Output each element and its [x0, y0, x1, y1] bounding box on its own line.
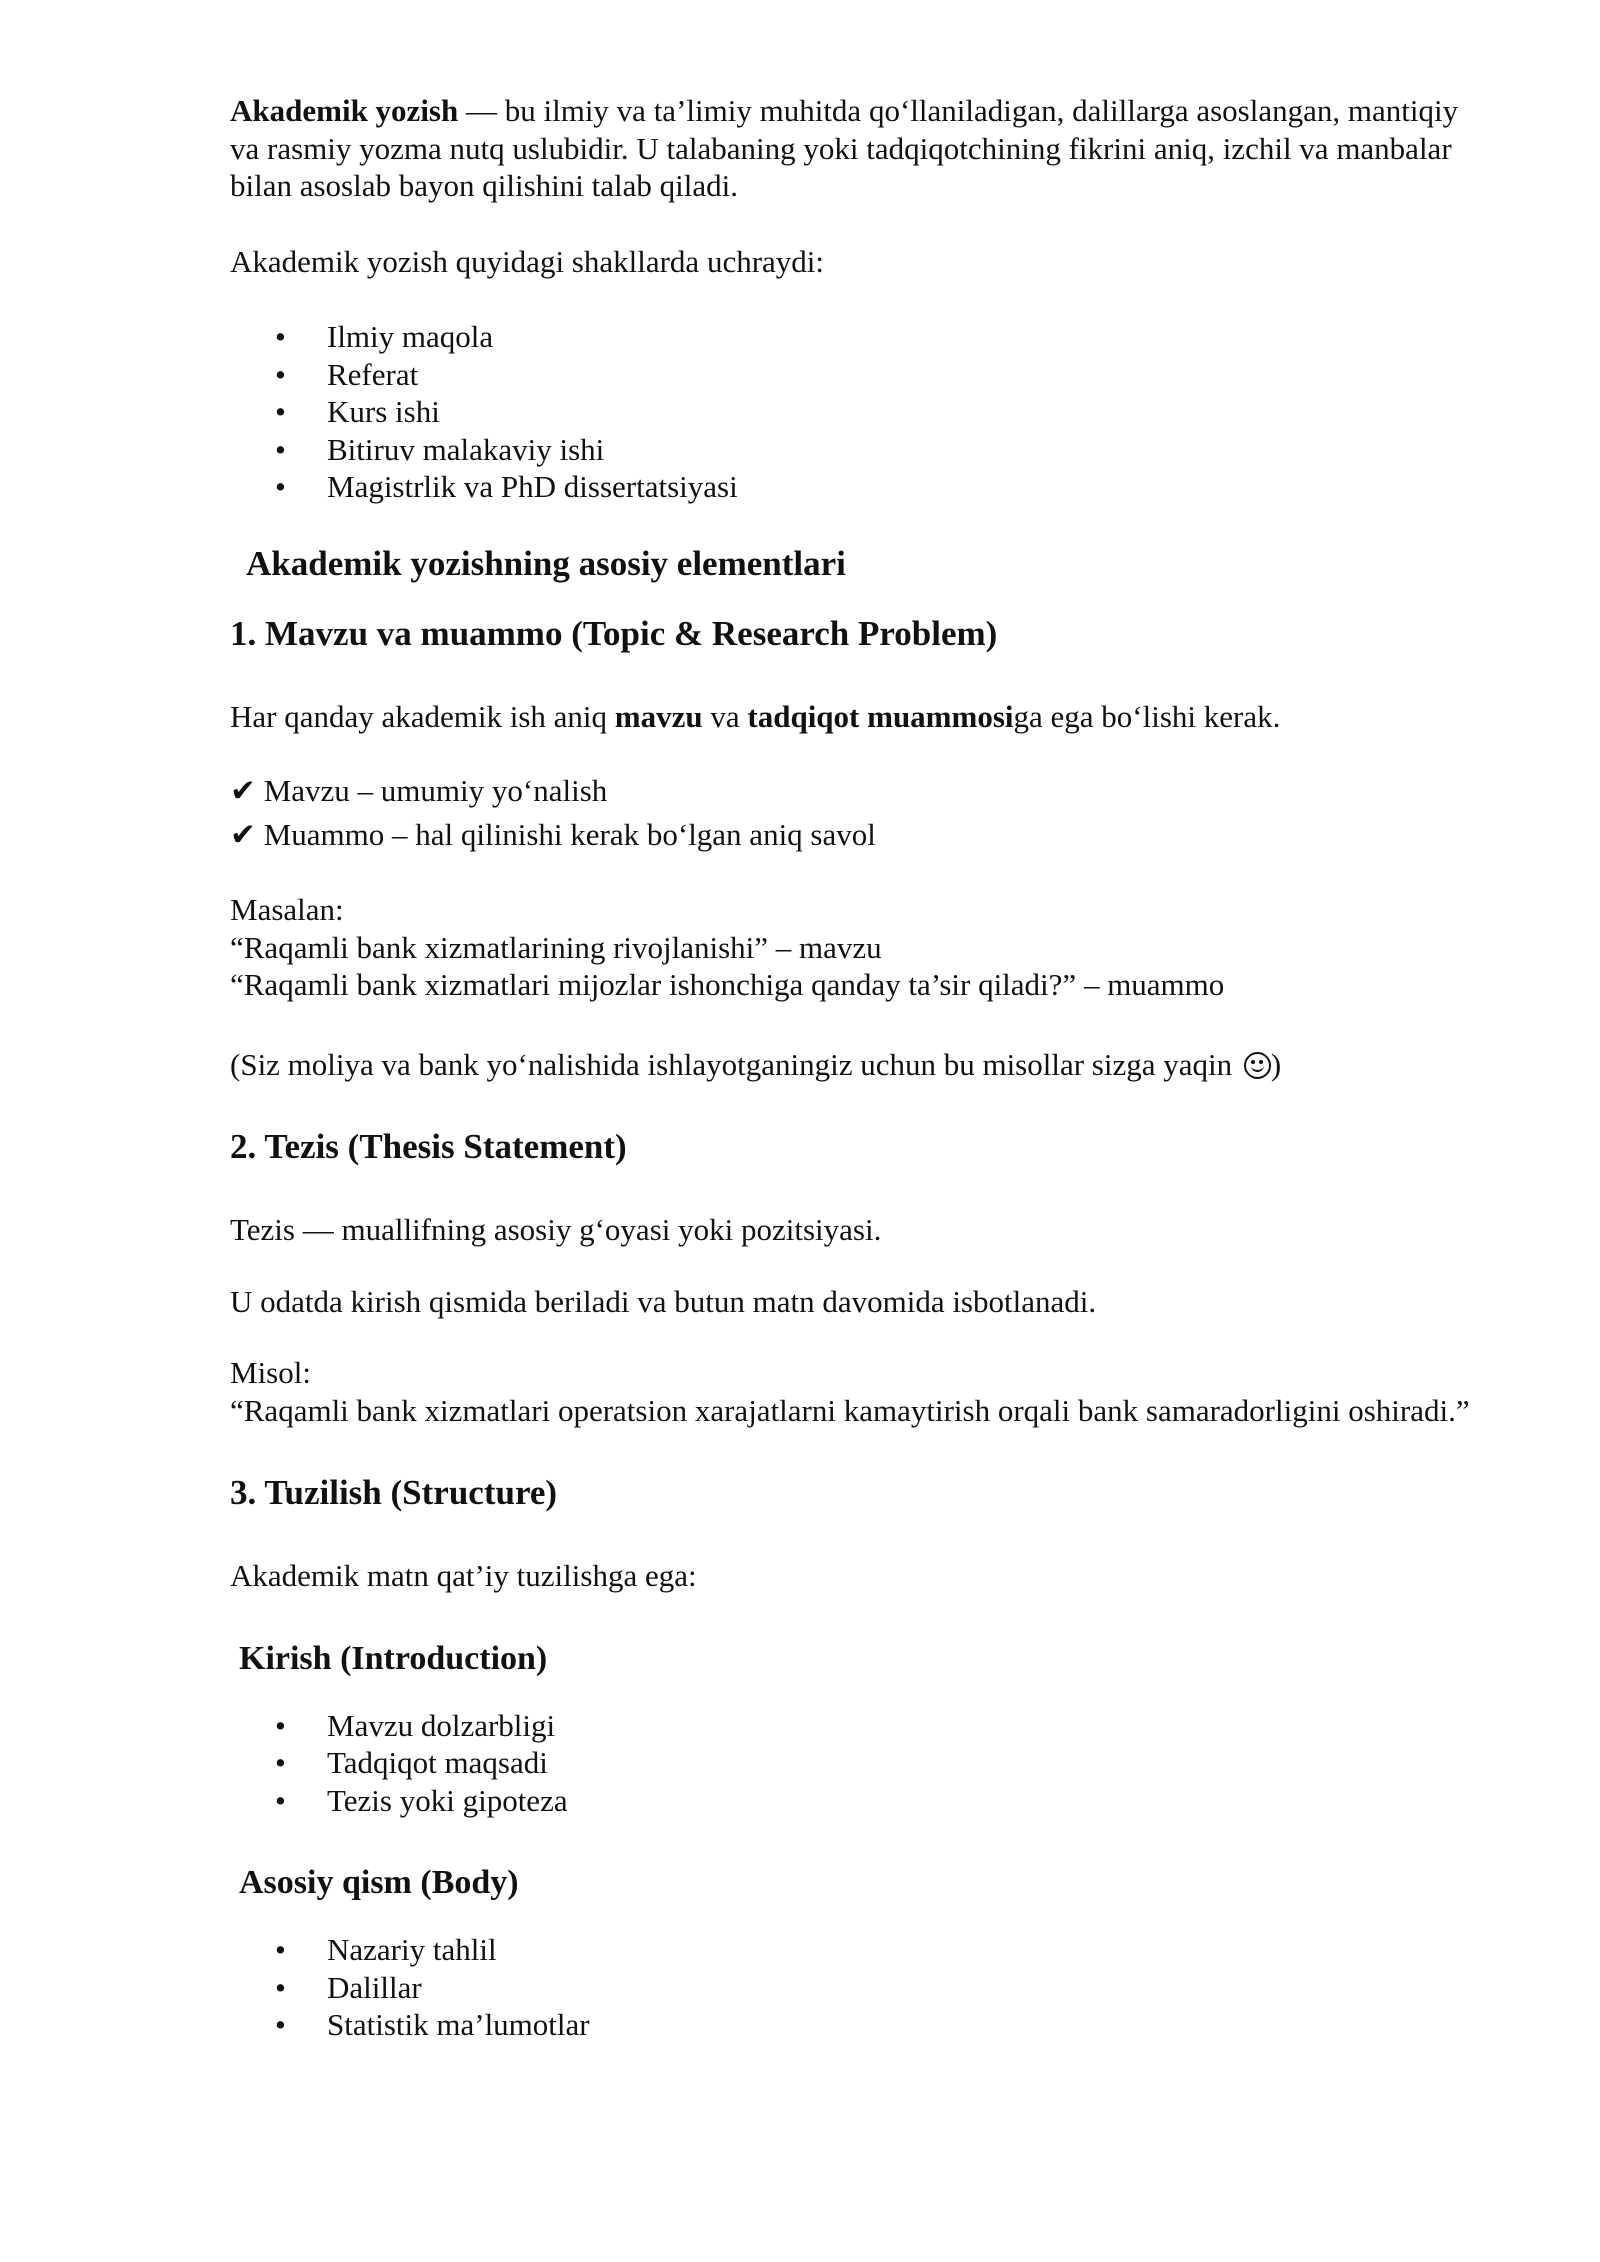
intro-definition: — bu ilmiy va ta’limiy muhitda qo‘llaniladigan, dalillarga asoslangan, mantiqiy va rasmiy yozma nutq uslubidir. U talabaning yoki tadqiqotchining fikrini aniq, izchil va manbalar bilan asoslab bayon qilishini talab qiladi. — [230, 93, 1459, 203]
list-item: • Dalillar — [275, 1969, 1470, 2007]
section1-note — [230, 1046, 1470, 1084]
smiley-icon — [1244, 1052, 1271, 1079]
section1-bold-problem: tadqiqot muammosi — [747, 698, 1014, 734]
example-label: Misol: — [230, 1355, 311, 1390]
intro-paragraph — [230, 92, 1470, 205]
example-label: Masalan: — [230, 892, 344, 927]
section1-text-post: ga ega bo‘lishi kerak. — [1013, 698, 1281, 734]
section1-bold-topic: mavzu — [614, 698, 703, 734]
list-item: • Kurs ishi — [275, 393, 1470, 431]
body-list — [230, 1931, 1470, 2044]
section1-heading: 1. Mavzu va muammo (Topic & Research Problem) — [230, 613, 998, 653]
list-item: • Statistik ma’lumotlar — [275, 2006, 1470, 2044]
section1-paragraph — [230, 698, 1470, 736]
example-line: “Raqamli bank xizmatlari mijozlar ishonchiga qanday ta’sir qiladi?” – muammo — [230, 967, 1225, 1002]
introduction-heading: Kirish (Introduction) — [239, 1639, 548, 1677]
list-item: • Tezis yoki gipoteza — [275, 1782, 1470, 1820]
check-item: ✔ Mavzu – umumiy yo‘nalish — [230, 773, 608, 808]
list-item: • Magistrlik va PhD dissertatsiyasi — [275, 468, 1470, 506]
section1-text-mid: va — [702, 698, 748, 734]
check-item: ✔ Muammo – hal qilinishi kerak bo‘lgan aniq savol — [230, 817, 876, 852]
list-item: • Tadqiqot maqsadi — [275, 1744, 1470, 1782]
section2-paragraph: Tezis — muallifning asosiy g‘oyasi yoki pozitsiyasi. — [230, 1212, 882, 1247]
section3-heading: 3. Tuzilish (Structure) — [230, 1473, 558, 1512]
list-item: • Nazariy tahlil — [275, 1931, 1470, 1969]
section2-heading: 2. Tezis (Thesis Statement) — [230, 1127, 627, 1166]
introduction-list — [230, 1707, 1470, 1820]
intro-term: Akademik yozish — [230, 93, 459, 128]
check-list — [230, 769, 1470, 857]
body-heading: Asosiy qism (Body) — [239, 1864, 519, 1901]
forms-lead: Akademik yozish quyidagi shakllarda uchraydi: — [230, 243, 825, 279]
list-item: • Referat — [275, 356, 1470, 394]
note-close: ) — [1270, 1046, 1282, 1082]
section1-text-pre: Har qanday akademik ish aniq — [230, 698, 615, 734]
list-item: • Bitiruv malakaviy ishi — [275, 431, 1470, 469]
section2-paragraph: U odatda kirish qismida beriladi va butun matn davomida isbotlanadi. — [230, 1283, 1097, 1319]
section3-lead: Akademik matn qat’iy tuzilishga ega: — [230, 1558, 697, 1593]
main-heading: Akademik yozishning asosiy elementlari — [246, 543, 846, 583]
example-line: “Raqamli bank xizmatlarining rivojlanishi” – mavzu — [230, 929, 882, 965]
forms-list — [230, 318, 1470, 506]
note-text: (Siz moliya va bank yo‘nalishida ishlayotganingiz uchun bu misollar sizga yaqin — [230, 1046, 1240, 1082]
list-item: • Ilmiy maqola — [275, 318, 1470, 356]
list-item: • Mavzu dolzarbligi — [275, 1707, 1470, 1745]
example-text: “Raqamli bank xizmatlari operatsion xarajatlarni kamaytirish orqali bank samaradorligini oshiradi.” — [230, 1392, 1470, 1428]
